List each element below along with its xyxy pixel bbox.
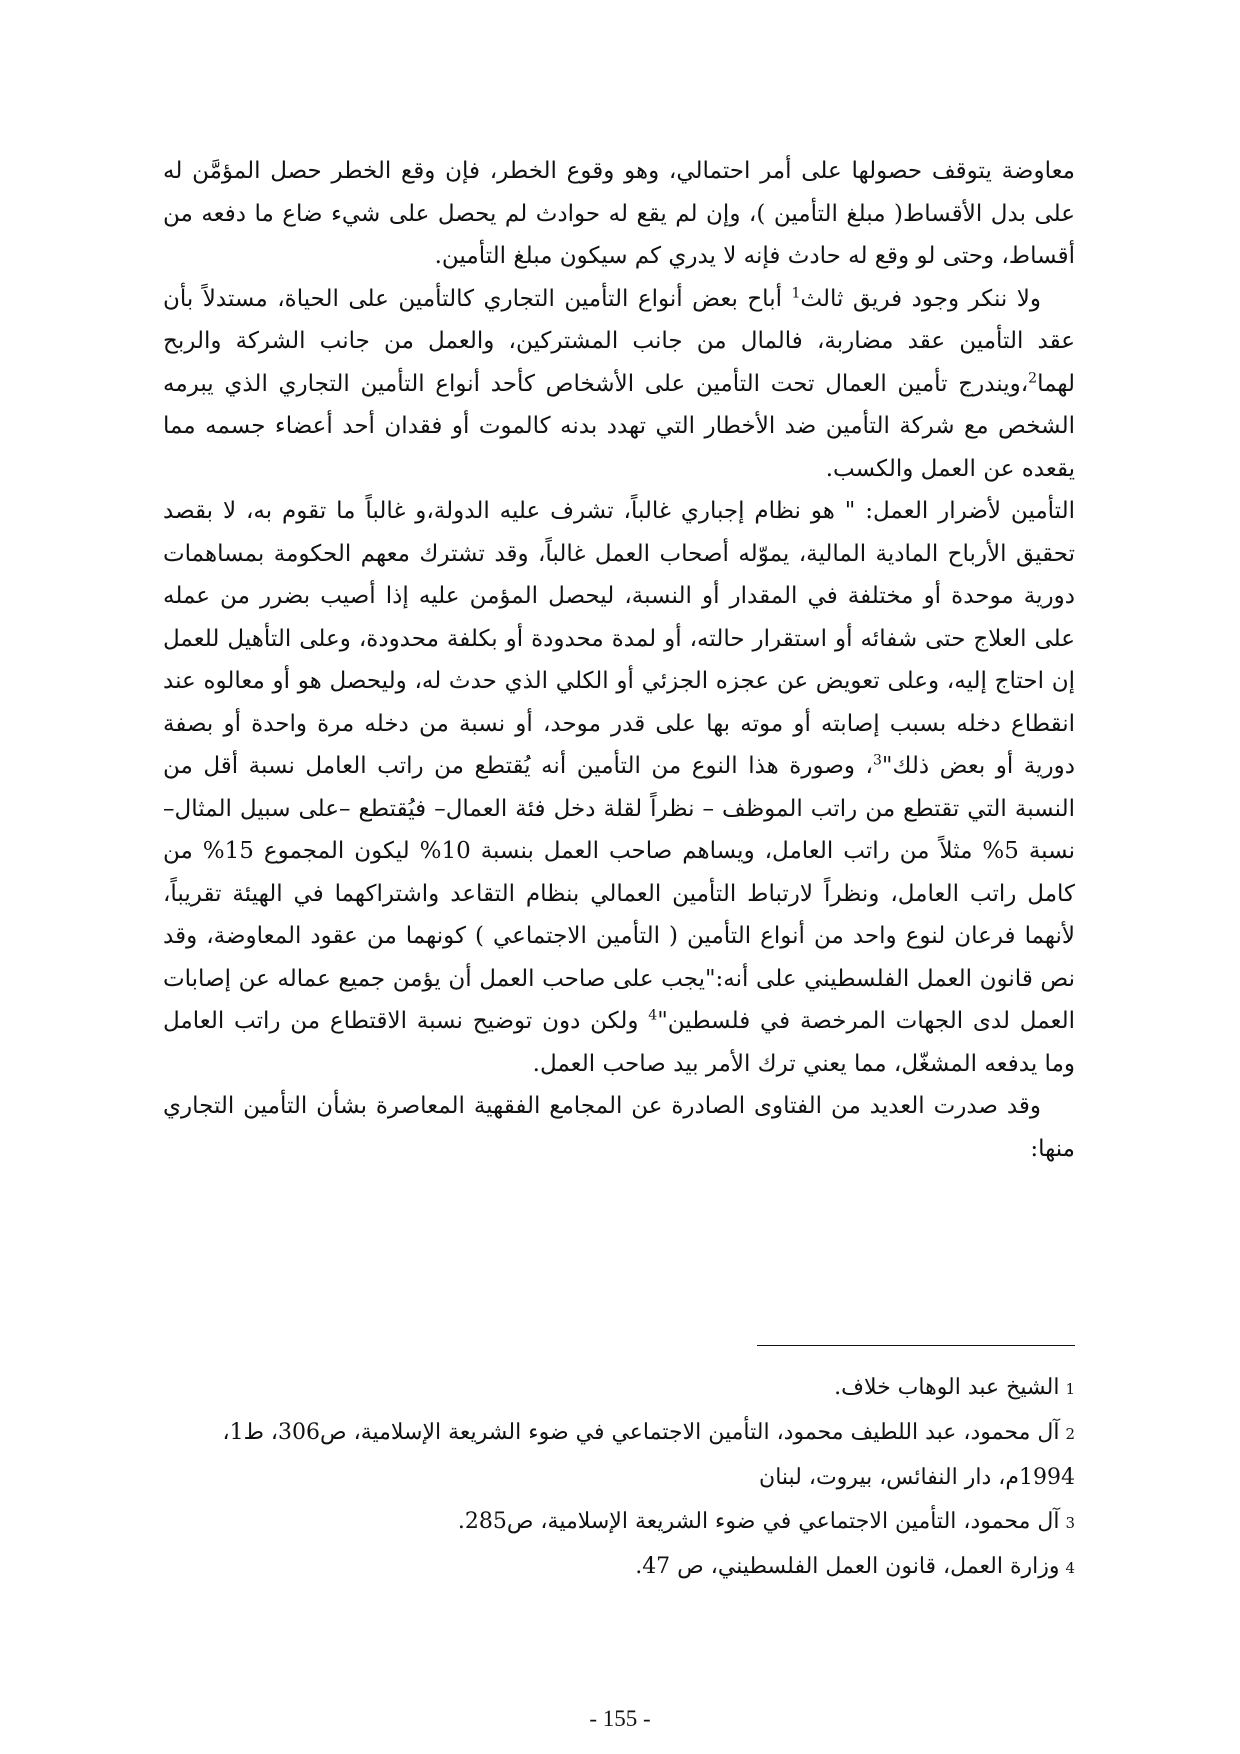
page-number: - 155 - — [589, 1706, 651, 1731]
footnote-text: آل محمود، عبد اللطيف محمود، التأمين الاجتماعي في ضوء الشريعة الإسلامية، ص306، ط1، 1994م، دار النفائس، بيروت، لبنان — [222, 1420, 1075, 1490]
footnote-text: آل محمود، التأمين الاجتماعي في ضوء الشريعة الإسلامية، ص285. — [457, 1509, 1060, 1534]
footnote-reference: 4 — [648, 1007, 658, 1024]
paragraph — [163, 278, 1075, 491]
paragraph-text: ولا ننكر وجود فريق ثالث — [800, 285, 1041, 312]
footnote-number: 4 — [1065, 1559, 1075, 1577]
footnote — [163, 1500, 1075, 1545]
paragraph — [163, 150, 1075, 278]
paragraph — [163, 490, 1075, 1085]
paragraph-text: ،ويندرج تأمين العمال تحت التأمين على الأشخاص كأحد أنواع التأمين التجاري الذي يبرمه الشخص مع شركة التأمين ضد الأخطار التي تهدد بدنه كالموت أو فقدان أحد أعضاء جسمه مما يقعده عن العمل والكسب. — [163, 370, 1075, 482]
footnote-text: وزارة العمل، قانون العمل الفلسطيني، ص 47. — [635, 1554, 1060, 1579]
paragraph-text: التأمين لأضرار العمل: " هو نظام إجباري غالباً، تشرف عليه الدولة،و غالباً ما تقوم به، لا بقصد تحقيق الأرباح المادية المالية، يموّله أصحاب العمل غالباً، وقد تشترك معهم الحكومة بمساهمات دورية موحدة أو مختلفة في المقدار أو النسبة، ليحصل المؤمن عليه إذا أصيب بضرر من عمله على العلاج حتى شفائه أو استقرار حالته، أو لمدة محدودة أو بكلفة محدودة، وعلى التأهيل للعمل إن احتاج إليه، وعلى تعويض عن عجزه الجزئي أو الكلي الذي حدث له، وليحصل هو أو معالوه عند انقطاع دخله بسبب إصابته أو موته بها على قدر موحد، أو نسبة من دخله مرة واحدة أو بصفة دورية أو بعض ذلك" — [163, 498, 1075, 779]
footnote-reference: 1 — [791, 284, 801, 301]
footnote — [163, 1366, 1075, 1411]
footnote-reference: 2 — [1028, 369, 1038, 386]
footnote-number: 1 — [1065, 1380, 1075, 1398]
paragraph-text: وقد صدرت العديد من الفتاوى الصادرة عن المجامع الفقهية المعاصرة بشأن التأمين التجاري منها: — [163, 1093, 1075, 1162]
footnote-separator — [757, 1345, 1075, 1346]
footnote — [163, 1545, 1075, 1590]
footnote-text: الشيخ عبد الوهاب خلاف. — [834, 1375, 1060, 1400]
footnote-reference: 3 — [872, 752, 882, 769]
main-body — [163, 150, 1075, 1170]
paragraph-text: ، وصورة هذا النوع من التأمين أنه يُقتطع من راتب العامل نسبة أقل من النسبة التي تقتطع من راتب الموظف – نظراً لقلة دخل فئة العمال– فيُقتطع –على سبيل المثال– نسبة 5% مثلاً من راتب العامل، ويساهم صاحب العمل بنسبة 10% ليكون المجموع 15% من كامل راتب العامل، ونظراً لارتباط التأمين العمالي بنظام التقاعد واشتراكهما في الهيئة تقريباً، لأنهما فرعان لنوع واحد من أنواع التأمين ( التأمين الاجتماعي ) كونهما من عقود المعاوضة، وقد نص قانون العمل الفلسطيني على أنه:"يجب على صاحب العمل أن يؤمن جميع عماله عن إصابات العمل لدى الجهات المرخصة في فلسطين" — [163, 753, 1076, 1034]
footnote-number: 2 — [1065, 1425, 1075, 1443]
paragraph-text: معاوضة يتوقف حصولها على أمر احتمالي، وهو وقوع الخطر، فإن وقع الخطر حصل المؤمَّن له على بدل الأقساط( مبلغ التأمين )، وإن لم يقع له حوادث لم يحصل على شيء ضاع ما دفعه من أقساط، وحتى لو وقع له حادث فإنه لا يدري كم سيكون مبلغ التأمين. — [163, 158, 1075, 269]
paragraph-text: ولكن دون توضيح نسبة الاقتطاع من راتب العامل وما يدفعه المشغّل، مما يعني ترك الأمر بيد صاحب العمل. — [163, 1008, 1075, 1077]
footnote-number: 3 — [1065, 1514, 1075, 1532]
paragraph-text: أباح بعض أنواع التأمين التجاري كالتأمين على الحياة، مستدلاً بأن عقد التأمين عقد مضاربة، فالمال من جانب المشتركين، والعمل من جانب الشركة والربح لهما — [163, 285, 1075, 397]
footnotes — [163, 1366, 1075, 1590]
footnote — [163, 1411, 1075, 1500]
paragraph — [163, 1085, 1075, 1170]
